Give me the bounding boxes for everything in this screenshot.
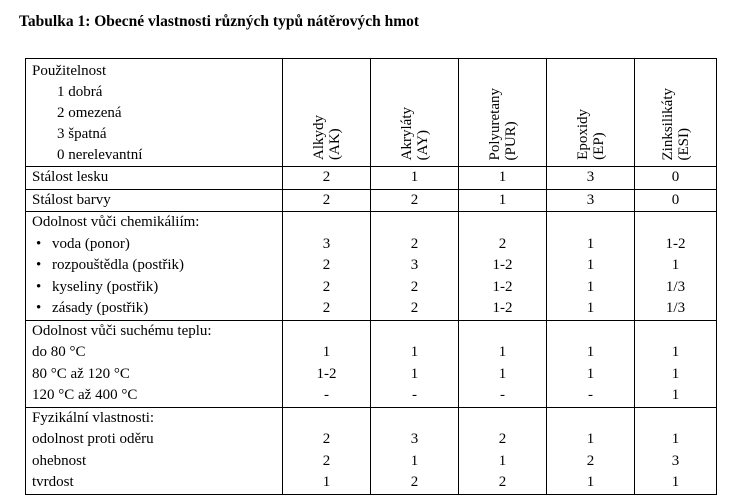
cell: 1/3 [635, 298, 717, 320]
cell: 1-2 [635, 234, 717, 256]
column-header-akrylaty: Akryláty (AY) [371, 59, 459, 167]
cell: 1-2 [459, 298, 547, 320]
row-label: Stálost barvy [26, 189, 283, 212]
cell: 1 [371, 342, 459, 364]
section-heading: Odolnost vůči chemikáliím: [26, 212, 283, 234]
cell: 2 [283, 167, 371, 190]
cell: 1 [371, 451, 459, 473]
row-label: ohebnost [26, 451, 283, 473]
cell: 1 [459, 364, 547, 386]
section-heading-row [26, 212, 717, 234]
cell: 1-2 [459, 277, 547, 299]
cell: 2 [283, 451, 371, 473]
cell: 1 [547, 342, 635, 364]
table-row [26, 472, 717, 494]
cell: 2 [283, 429, 371, 451]
cell: 1 [371, 364, 459, 386]
legend-item: 0 nerelevantní [57, 147, 143, 163]
cell: 1 [371, 167, 459, 190]
section-heading: Odolnost vůči suchému teplu: [26, 320, 283, 342]
row-label: odolnost proti oděru [26, 429, 283, 451]
table-row [26, 385, 717, 407]
table-row [26, 189, 717, 212]
section-heading-row [26, 407, 717, 429]
row-label: 120 °C až 400 °C [26, 385, 283, 407]
cell: 1 [283, 472, 371, 494]
cell: 3 [635, 451, 717, 473]
cell: 1-2 [283, 364, 371, 386]
table-title: Tabulka 1: Obecné vlastnosti různých typů nátěrových hmot [19, 13, 420, 30]
cell: 1 [283, 342, 371, 364]
cell: 3 [547, 189, 635, 212]
table-row [26, 255, 717, 277]
cell: 1 [635, 364, 717, 386]
cell: 2 [371, 234, 459, 256]
column-header-zinksilikaty: Zinksilikáty (ESI) [635, 59, 717, 167]
cell: 1 [547, 429, 635, 451]
row-label: • zásady (postřik) [26, 298, 283, 320]
cell: 1 [635, 429, 717, 451]
cell: 2 [459, 234, 547, 256]
cell: 1 [635, 342, 717, 364]
cell: 3 [371, 429, 459, 451]
cell: - [459, 385, 547, 407]
cell: 3 [547, 167, 635, 190]
column-header-alkydy: Alkydy (AK) [283, 59, 371, 167]
cell: 1 [459, 342, 547, 364]
cell: 2 [547, 451, 635, 473]
column-header-epoxidy: Epoxidy (EP) [547, 59, 635, 167]
table-row [26, 364, 717, 386]
cell: 1-2 [459, 255, 547, 277]
cell: 1/3 [635, 277, 717, 299]
row-label: • voda (ponor) [26, 234, 283, 256]
cell: 0 [635, 167, 717, 190]
bullet-icon: • [36, 300, 42, 317]
cell: 2 [283, 189, 371, 212]
cell: - [547, 385, 635, 407]
properties-table [25, 58, 717, 495]
row-label: • rozpouštědla (postřik) [26, 255, 283, 277]
cell: 1 [635, 385, 717, 407]
cell: 1 [547, 298, 635, 320]
cell: 2 [459, 472, 547, 494]
cell: 1 [547, 255, 635, 277]
legend-item: 2 omezená [57, 105, 122, 121]
table-row [26, 451, 717, 473]
row-label: 80 °C až 120 °C [26, 364, 283, 386]
table-row [26, 429, 717, 451]
legend-item: 3 špatná [57, 126, 107, 142]
header-row [26, 59, 717, 167]
table-row [26, 277, 717, 299]
table-row [26, 234, 717, 256]
cell: 1 [547, 277, 635, 299]
bullet-icon: • [36, 278, 42, 295]
cell: 2 [371, 189, 459, 212]
cell: 0 [635, 189, 717, 212]
cell: 3 [371, 255, 459, 277]
cell: 2 [371, 472, 459, 494]
cell: 1 [547, 234, 635, 256]
legend-heading: Použitelnost [32, 63, 107, 79]
cell: 1 [459, 451, 547, 473]
cell: - [283, 385, 371, 407]
cell: 1 [459, 189, 547, 212]
table-row [26, 298, 717, 320]
cell: 3 [283, 234, 371, 256]
table-row [26, 342, 717, 364]
cell: 1 [547, 364, 635, 386]
legend-cell [26, 59, 283, 167]
cell: 1 [635, 255, 717, 277]
cell: 1 [459, 167, 547, 190]
cell: 2 [283, 255, 371, 277]
cell: 2 [371, 277, 459, 299]
cell: 2 [283, 277, 371, 299]
section-heading: Fyzikální vlastnosti: [26, 407, 283, 429]
cell: 1 [635, 472, 717, 494]
cell: 1 [547, 472, 635, 494]
table-row [26, 167, 717, 190]
row-label: Stálost lesku [26, 167, 283, 190]
cell: 2 [371, 298, 459, 320]
cell: - [371, 385, 459, 407]
bullet-icon: • [36, 235, 42, 252]
legend-item: 1 dobrá [57, 84, 103, 100]
row-label: • kyseliny (postřik) [26, 277, 283, 299]
row-label: tvrdost [26, 472, 283, 494]
cell: 2 [459, 429, 547, 451]
bullet-icon: • [36, 257, 42, 274]
cell: 2 [283, 298, 371, 320]
row-label: do 80 °C [26, 342, 283, 364]
section-heading-row [26, 320, 717, 342]
column-header-polyuretany: Polyuretany (PUR) [459, 59, 547, 167]
